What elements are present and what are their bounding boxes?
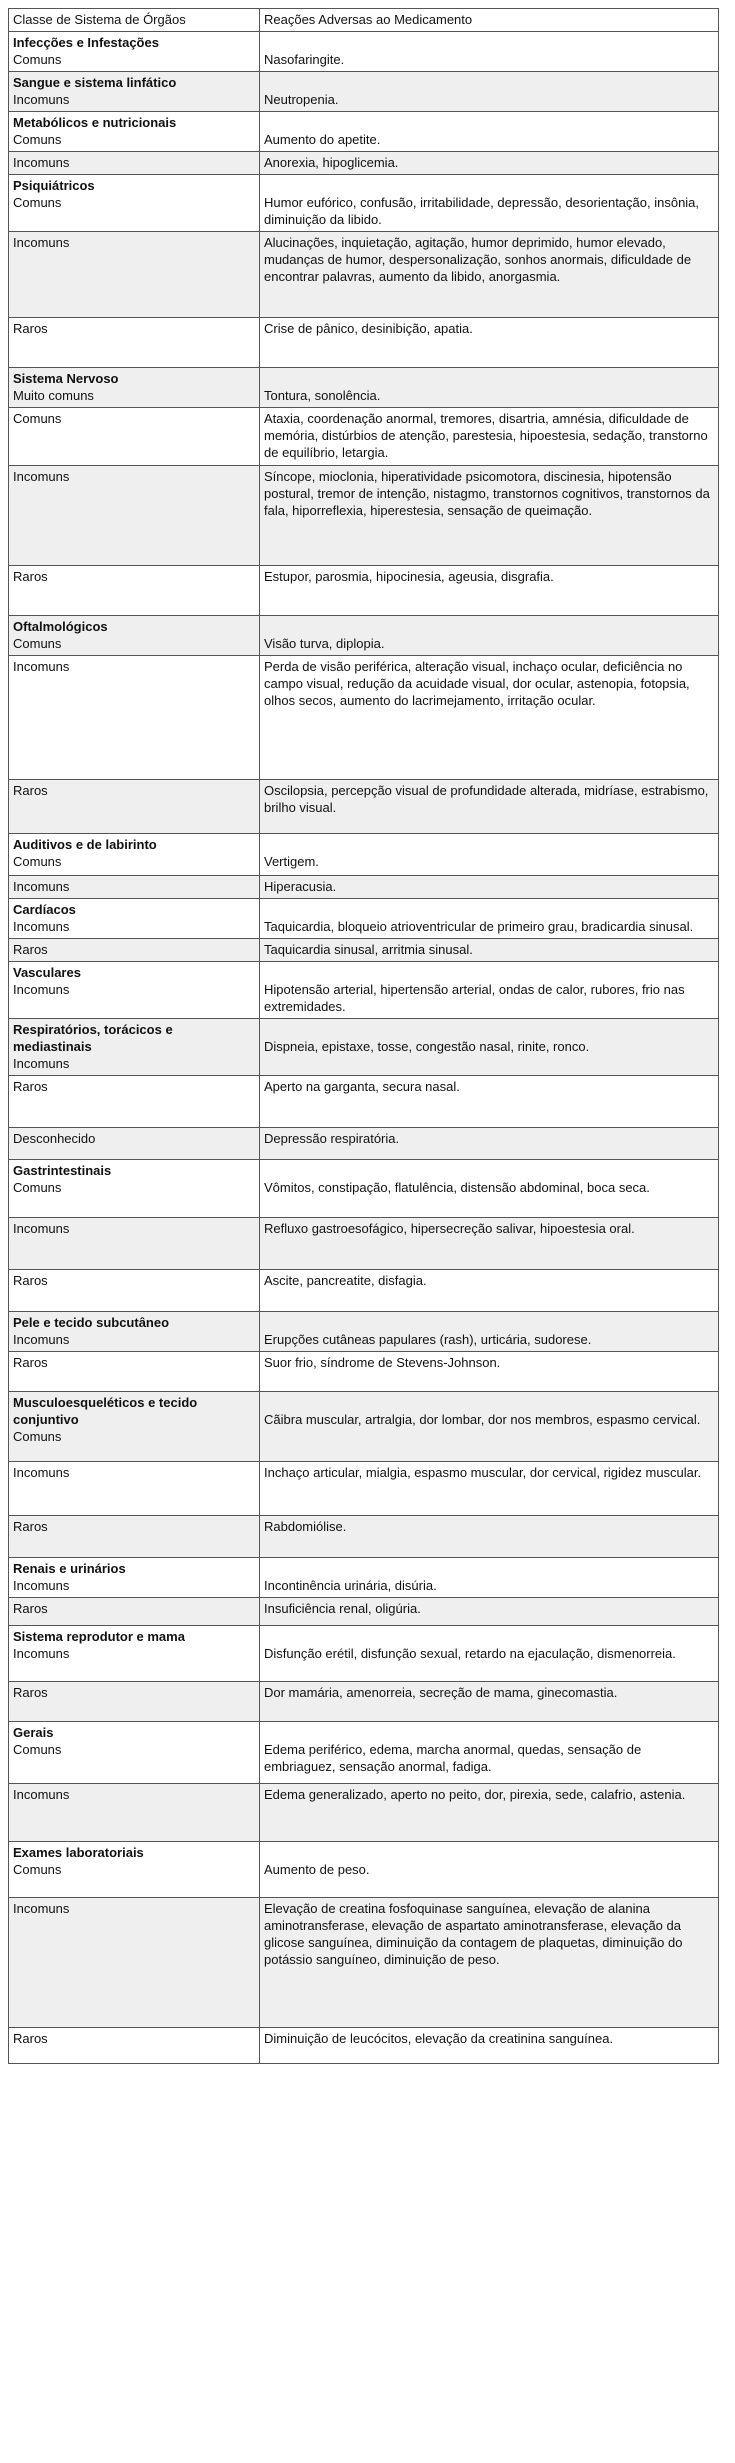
adverse-reaction-cell xyxy=(260,1784,719,1842)
adverse-reaction-text: Nasofaringite. xyxy=(264,52,345,67)
adverse-reaction-text: Edema generalizado, aperto no peito, dor, pirexia, sede, calafrio, astenia. xyxy=(264,1787,686,1802)
adverse-reaction-text: Inchaço articular, mialgia, espasmo muscular, dor cervical, rigidez muscular. xyxy=(264,1465,702,1480)
adverse-reaction-text: Visão turva, diplopia. xyxy=(264,636,385,651)
adverse-reaction-cell xyxy=(260,656,719,780)
organ-class-title: Musculoesqueléticos e tecido conjuntivo xyxy=(13,1395,198,1427)
adverse-reaction-cell xyxy=(260,834,719,876)
organ-class-cell xyxy=(9,1784,260,1842)
frequency-label: Incomuns xyxy=(13,469,70,484)
organ-class-title: Pele e tecido subcutâneo xyxy=(13,1315,170,1330)
adverse-reaction-text: Oscilopsia, percepção visual de profundidade alterada, midríase, estrabismo, brilho visual. xyxy=(264,783,709,815)
adverse-reaction-text: Vertigem. xyxy=(264,854,319,869)
organ-class-cell xyxy=(9,1128,260,1160)
table-row xyxy=(9,1842,719,1898)
table-row xyxy=(9,232,719,318)
adverse-reaction-cell xyxy=(260,939,719,962)
document-page xyxy=(8,8,718,2064)
frequency-label: Comuns xyxy=(13,132,62,147)
adverse-reaction-text: Disfunção erétil, disfunção sexual, retardo na ejaculação, dismenorreia. xyxy=(264,1646,676,1661)
adverse-reaction-cell xyxy=(260,152,719,175)
adverse-reaction-cell xyxy=(260,466,719,566)
frequency-label: Raros xyxy=(13,1355,48,1370)
table-row xyxy=(9,899,719,939)
organ-class-cell xyxy=(9,1076,260,1128)
table-row xyxy=(9,1722,719,1784)
adverse-reaction-cell xyxy=(260,1392,719,1462)
adverse-reaction-text: Cãibra muscular, artralgia, dor lombar, dor nos membros, espasmo cervical. xyxy=(264,1412,701,1427)
frequency-label: Raros xyxy=(13,1601,48,1616)
frequency-label: Incomuns xyxy=(13,982,70,997)
adverse-reaction-cell xyxy=(260,1270,719,1312)
frequency-label: Raros xyxy=(13,321,48,336)
adverse-reaction-cell xyxy=(260,32,719,72)
table-header-row xyxy=(9,9,719,32)
frequency-label: Comuns xyxy=(13,1862,62,1877)
adverse-reaction-text: Vômitos, constipação, flatulência, distensão abdominal, boca seca. xyxy=(264,1180,650,1195)
table-row xyxy=(9,834,719,876)
table-row xyxy=(9,1682,719,1722)
adverse-reaction-text: Edema periférico, edema, marcha anormal, quedas, sensação de embriaguez, sensação anormal, fadiga. xyxy=(264,1742,642,1774)
organ-class-cell xyxy=(9,466,260,566)
adverse-reaction-cell xyxy=(260,616,719,656)
organ-class-cell xyxy=(9,318,260,368)
table-row xyxy=(9,175,719,232)
organ-class-cell xyxy=(9,656,260,780)
frequency-label: Raros xyxy=(13,1685,48,1700)
frequency-label: Comuns xyxy=(13,636,62,651)
organ-class-cell xyxy=(9,616,260,656)
organ-class-cell xyxy=(9,1462,260,1516)
adverse-reaction-text: Neutropenia. xyxy=(264,92,339,107)
adverse-reaction-text: Erupções cutâneas papulares (rash), urticária, sudorese. xyxy=(264,1332,592,1347)
adverse-reaction-text: Ascite, pancreatite, disfagia. xyxy=(264,1273,427,1288)
adverse-reaction-cell xyxy=(260,112,719,152)
table-row xyxy=(9,1462,719,1516)
adverse-reaction-cell xyxy=(260,1019,719,1076)
table-row xyxy=(9,939,719,962)
table-row xyxy=(9,466,719,566)
table-row xyxy=(9,32,719,72)
organ-class-cell xyxy=(9,1516,260,1558)
organ-class-cell xyxy=(9,1558,260,1598)
adverse-reaction-cell xyxy=(260,232,719,318)
frequency-label: Raros xyxy=(13,569,48,584)
organ-class-cell xyxy=(9,408,260,466)
adverse-reaction-text: Depressão respiratória. xyxy=(264,1131,400,1146)
organ-class-cell xyxy=(9,780,260,834)
organ-class-title: Infecções e Infestações xyxy=(13,35,159,50)
adverse-reaction-cell xyxy=(260,1076,719,1128)
adverse-reaction-cell xyxy=(260,1898,719,2028)
frequency-label: Desconhecido xyxy=(13,1131,96,1146)
frequency-label: Incomuns xyxy=(13,1901,70,1916)
organ-class-title: Oftalmológicos xyxy=(13,619,108,634)
frequency-label: Incomuns xyxy=(13,1332,70,1347)
adverse-reaction-text: Diminuição de leucócitos, elevação da creatinina sanguínea. xyxy=(264,2031,614,2046)
table-row xyxy=(9,656,719,780)
table-row xyxy=(9,616,719,656)
adverse-reaction-text: Insuficiência renal, oligúria. xyxy=(264,1601,421,1616)
table-row xyxy=(9,152,719,175)
frequency-label: Incomuns xyxy=(13,1787,70,1802)
table-row xyxy=(9,1784,719,1842)
organ-class-cell xyxy=(9,1722,260,1784)
organ-class-title: Respiratórios, torácicos e mediastinais xyxy=(13,1022,173,1054)
table-row xyxy=(9,1558,719,1598)
adverse-reaction-cell xyxy=(260,566,719,616)
adverse-reaction-cell xyxy=(260,1312,719,1352)
table-row xyxy=(9,1898,719,2028)
organ-class-cell xyxy=(9,1598,260,1626)
table-row xyxy=(9,112,719,152)
frequency-label: Comuns xyxy=(13,195,62,210)
table-row xyxy=(9,1516,719,1558)
adverse-reaction-text: Incontinência urinária, disúria. xyxy=(264,1578,437,1593)
organ-class-cell xyxy=(9,876,260,899)
organ-class-cell xyxy=(9,1626,260,1682)
organ-class-title: Gastrintestinais xyxy=(13,1163,112,1178)
adverse-reaction-text: Suor frio, síndrome de Stevens-Johnson. xyxy=(264,1355,501,1370)
organ-class-cell xyxy=(9,1898,260,2028)
table-row xyxy=(9,1218,719,1270)
organ-class-title: Renais e urinários xyxy=(13,1561,126,1576)
adverse-reaction-text: Hiperacusia. xyxy=(264,879,337,894)
frequency-label: Comuns xyxy=(13,52,62,67)
adverse-reaction-text: Dor mamária, amenorreia, secreção de mama, ginecomastia. xyxy=(264,1685,618,1700)
frequency-label: Muito comuns xyxy=(13,388,94,403)
adverse-reaction-cell xyxy=(260,1462,719,1516)
adverse-reaction-text: Elevação de creatina fosfoquinase sanguínea, elevação de alanina aminotransferase, elevação de aspartato aminotransferase, elevação da glicose sanguínea, diminuição da contagem de plaquetas, diminuição do potássio sanguíneo, diminuição de peso. xyxy=(264,1901,683,1967)
organ-class-cell xyxy=(9,32,260,72)
frequency-label: Raros xyxy=(13,783,48,798)
frequency-label: Incomuns xyxy=(13,1221,70,1236)
organ-class-title: Cardíacos xyxy=(13,902,76,917)
frequency-label: Incomuns xyxy=(13,235,70,250)
adverse-reaction-cell xyxy=(260,1558,719,1598)
table-row xyxy=(9,2028,719,2064)
adverse-reaction-text: Taquicardia sinusal, arritmia sinusal. xyxy=(264,942,473,957)
frequency-label: Raros xyxy=(13,1273,48,1288)
organ-class-cell xyxy=(9,1392,260,1462)
organ-class-title: Sistema reprodutor e mama xyxy=(13,1629,185,1644)
organ-class-cell xyxy=(9,2028,260,2064)
frequency-label: Comuns xyxy=(13,1180,62,1195)
table-row xyxy=(9,72,719,112)
adverse-reaction-text: Humor eufórico, confusão, irritabilidade, depressão, desorientação, insônia, diminuição da libido. xyxy=(264,195,700,227)
frequency-label: Incomuns xyxy=(13,155,70,170)
adverse-reaction-text: Taquicardia, bloqueio atrioventricular de primeiro grau, bradicardia sinusal. xyxy=(264,919,694,934)
table-row xyxy=(9,1598,719,1626)
adverse-reaction-cell xyxy=(260,318,719,368)
organ-class-cell xyxy=(9,1352,260,1392)
organ-class-cell xyxy=(9,1682,260,1722)
table-row xyxy=(9,1076,719,1128)
organ-class-cell xyxy=(9,962,260,1019)
table-row xyxy=(9,408,719,466)
organ-class-title: Metabólicos e nutricionais xyxy=(13,115,177,130)
adverse-reaction-cell xyxy=(260,1352,719,1392)
organ-class-cell xyxy=(9,368,260,408)
table-row xyxy=(9,1312,719,1352)
organ-class-cell xyxy=(9,232,260,318)
table-row xyxy=(9,368,719,408)
organ-class-title: Vasculares xyxy=(13,965,81,980)
header-organ-class: Classe de Sistema de Órgãos xyxy=(9,9,260,32)
frequency-label: Comuns xyxy=(13,1429,62,1444)
adverse-reaction-cell xyxy=(260,1598,719,1626)
adverse-reaction-text: Hipotensão arterial, hipertensão arterial, ondas de calor, rubores, frio nas extremidades. xyxy=(264,982,685,1014)
adverse-reaction-text: Crise de pânico, desinibição, apatia. xyxy=(264,321,473,336)
organ-class-title: Auditivos e de labirinto xyxy=(13,837,157,852)
adverse-reaction-text: Aumento de peso. xyxy=(264,1862,370,1877)
frequency-label: Incomuns xyxy=(13,659,70,674)
adverse-reaction-cell xyxy=(260,1516,719,1558)
frequency-label: Raros xyxy=(13,2031,48,2046)
frequency-label: Incomuns xyxy=(13,879,70,894)
frequency-label: Comuns xyxy=(13,1742,62,1757)
organ-class-cell xyxy=(9,834,260,876)
adverse-reactions-table xyxy=(8,8,719,2064)
organ-class-title: Gerais xyxy=(13,1725,54,1740)
adverse-reaction-cell xyxy=(260,780,719,834)
frequency-label: Raros xyxy=(13,1519,48,1534)
adverse-reaction-cell xyxy=(260,1722,719,1784)
table-row xyxy=(9,1160,719,1218)
table-row xyxy=(9,566,719,616)
table-row xyxy=(9,876,719,899)
organ-class-cell xyxy=(9,175,260,232)
adverse-reaction-cell xyxy=(260,899,719,939)
table-row xyxy=(9,1128,719,1160)
organ-class-cell xyxy=(9,1160,260,1218)
frequency-label: Comuns xyxy=(13,854,62,869)
adverse-reaction-text: Estupor, parosmia, hipocinesia, ageusia, disgrafia. xyxy=(264,569,554,584)
adverse-reaction-text: Alucinações, inquietação, agitação, humor deprimido, humor elevado, mudanças de humor, despersonalização, sonhos anormais, dificuldade de encontrar palavras, aumento da libido, anorgasmia. xyxy=(264,235,692,284)
organ-class-cell xyxy=(9,1312,260,1352)
frequency-label: Incomuns xyxy=(13,1646,70,1661)
adverse-reaction-cell xyxy=(260,368,719,408)
organ-class-cell xyxy=(9,112,260,152)
adverse-reaction-cell xyxy=(260,2028,719,2064)
organ-class-cell xyxy=(9,152,260,175)
frequency-label: Comuns xyxy=(13,411,62,426)
adverse-reaction-text: Refluxo gastroesofágico, hipersecreção salivar, hipoestesia oral. xyxy=(264,1221,635,1236)
organ-class-title: Sangue e sistema linfático xyxy=(13,75,177,90)
adverse-reaction-text: Ataxia, coordenação anormal, tremores, disartria, amnésia, dificuldade de memória, distúrbios de atenção, parestesia, hipoestesia, sedação, transtorno de equilíbrio, letargia. xyxy=(264,411,708,460)
header-adverse-reactions: Reações Adversas ao Medicamento xyxy=(260,9,719,32)
table-row xyxy=(9,318,719,368)
organ-class-cell xyxy=(9,1270,260,1312)
adverse-reaction-cell xyxy=(260,175,719,232)
adverse-reaction-cell xyxy=(260,876,719,899)
organ-class-title: Exames laboratoriais xyxy=(13,1845,144,1860)
table-row xyxy=(9,962,719,1019)
adverse-reaction-cell xyxy=(260,1682,719,1722)
adverse-reaction-text: Aperto na garganta, secura nasal. xyxy=(264,1079,460,1094)
organ-class-cell xyxy=(9,566,260,616)
frequency-label: Incomuns xyxy=(13,919,70,934)
adverse-reaction-text: Perda de visão periférica, alteração visual, inchaço ocular, deficiência no campo visual, redução da acuidade visual, dor ocular, astenopia, fotopsia, olhos secos, aumento do lacrimejamento, irritação ocular. xyxy=(264,659,690,708)
organ-class-cell xyxy=(9,1218,260,1270)
frequency-label: Incomuns xyxy=(13,1578,70,1593)
organ-class-cell xyxy=(9,899,260,939)
adverse-reaction-cell xyxy=(260,1128,719,1160)
table-row xyxy=(9,1392,719,1462)
adverse-reaction-text: Aumento do apetite. xyxy=(264,132,381,147)
frequency-label: Incomuns xyxy=(13,1465,70,1480)
frequency-label: Raros xyxy=(13,1079,48,1094)
table-row xyxy=(9,1270,719,1312)
organ-class-cell xyxy=(9,939,260,962)
adverse-reaction-cell xyxy=(260,72,719,112)
table-row xyxy=(9,1352,719,1392)
organ-class-title: Sistema Nervoso xyxy=(13,371,119,386)
adverse-reaction-text: Tontura, sonolência. xyxy=(264,388,381,403)
table-row xyxy=(9,1626,719,1682)
adverse-reaction-cell xyxy=(260,408,719,466)
frequency-label: Incomuns xyxy=(13,1056,70,1071)
frequency-label: Incomuns xyxy=(13,92,70,107)
table-row xyxy=(9,1019,719,1076)
adverse-reaction-cell xyxy=(260,1626,719,1682)
adverse-reaction-text: Dispneia, epistaxe, tosse, congestão nasal, rinite, ronco. xyxy=(264,1039,590,1054)
table-body xyxy=(9,32,719,2064)
adverse-reaction-text: Anorexia, hipoglicemia. xyxy=(264,155,399,170)
organ-class-cell xyxy=(9,72,260,112)
adverse-reaction-cell xyxy=(260,1218,719,1270)
table-row xyxy=(9,780,719,834)
adverse-reaction-cell xyxy=(260,1160,719,1218)
organ-class-cell xyxy=(9,1019,260,1076)
organ-class-cell xyxy=(9,1842,260,1898)
adverse-reaction-cell xyxy=(260,962,719,1019)
adverse-reaction-cell xyxy=(260,1842,719,1898)
organ-class-title: Psiquiátricos xyxy=(13,178,95,193)
adverse-reaction-text: Rabdomiólise. xyxy=(264,1519,347,1534)
frequency-label: Raros xyxy=(13,942,48,957)
adverse-reaction-text: Síncope, mioclonia, hiperatividade psicomotora, discinesia, hipotensão postural, tremor de intenção, nistagmo, transtornos cognitivos, transtornos da fala, hiporreflexia, hiperestesia, sensação de queimação. xyxy=(264,469,710,518)
